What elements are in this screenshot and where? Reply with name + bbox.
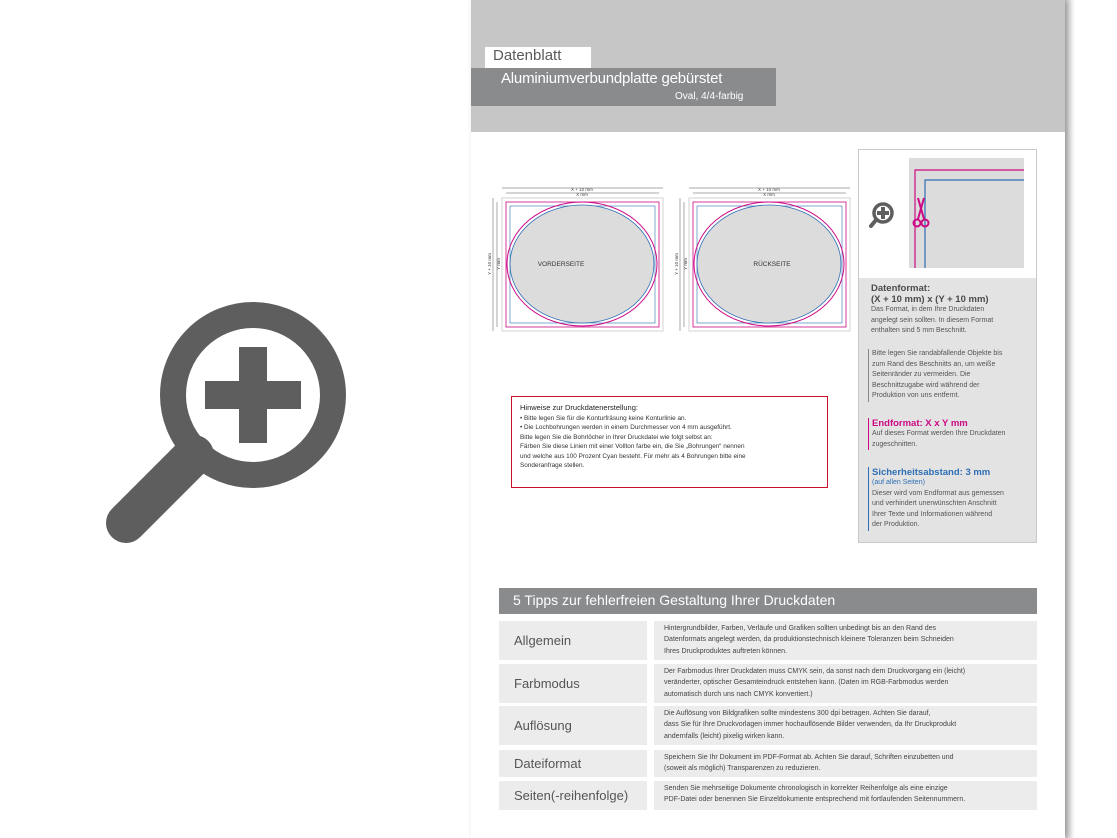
tip-row xyxy=(499,706,1037,745)
front-panel xyxy=(487,187,663,331)
tip-label: Auflösung xyxy=(499,706,647,745)
tip-line: Die Auflösung von Bildgrafiken sollte mindestens 300 dpi betragen. Achten Sie darauf, xyxy=(664,710,931,717)
tip-line: Datenformats angelegt werden, da produktionstechnisch kleinere Toleranzen beim Schneiden xyxy=(664,636,954,644)
tip-line: Ihres Druckproduktes auftreten können. xyxy=(664,647,787,655)
bleed-text: zum Rand des Beschnitts an, um weiße xyxy=(872,360,996,368)
dim-y-inner-back: Y mm xyxy=(683,258,688,270)
datasheet-page xyxy=(471,0,1065,838)
safety-block xyxy=(868,467,1032,531)
tip-text xyxy=(654,750,1037,777)
tip-label: Dateiformat xyxy=(499,750,647,777)
tip-text xyxy=(654,706,1037,745)
tip-row xyxy=(499,621,1037,660)
bleed-text: Seitenränder zu vermeiden. Die xyxy=(872,371,971,378)
front-label: VORDERSEITE xyxy=(537,261,585,268)
hints-box xyxy=(511,396,828,488)
back-panel xyxy=(674,187,850,331)
tips-title: 5 Tipps zur fehlerfreien Gestaltung Ihrer Druckdaten xyxy=(513,592,836,608)
product-variant: Oval, 4/4-farbig xyxy=(675,91,744,102)
tip-line: Senden Sie mehrseitige Dokumente chronologisch in korrekter Reihenfolge als eine einzige xyxy=(664,785,948,792)
end-format-block xyxy=(868,418,1032,450)
tip-row xyxy=(499,750,1037,777)
tip-line: Speichern Sie Ihr Dokument im PDF-Format ab. Achten Sie darauf, Schriften einzubetten und xyxy=(664,754,954,761)
tip-label: Seiten(-reihenfolge) xyxy=(499,781,647,810)
tip-line: veränderter, optischer Gesamteindruck entstehen kann. (Daten im RGB-Farbmodus werden xyxy=(664,679,949,687)
format-diagram xyxy=(485,180,855,340)
corner-detail xyxy=(859,150,1036,278)
tip-label: Farbmodus xyxy=(499,664,647,703)
bleed-text: Produktion von uns entfernt. xyxy=(872,392,960,399)
safety-label: Sicherheitsabstand: 3 mm xyxy=(872,467,991,478)
dim-x-inner-back: X mm xyxy=(763,192,775,197)
bleed-block xyxy=(868,349,1032,402)
zoom-in-icon[interactable] xyxy=(98,285,368,555)
tip-line: PDF-Datei oder benennen Sie Einzeldokumente entsprechend mit fortlaufenden Seitennummern. xyxy=(664,796,966,804)
safety-text: und verhindert unerwünschten Anschnitt xyxy=(872,500,997,507)
bleed-text: Beschnittzugabe wird während der xyxy=(872,381,980,389)
magnifier-icon xyxy=(871,204,892,226)
sheet-shadow xyxy=(1065,0,1075,838)
hint-line: Sonderanfrage stellen. xyxy=(520,462,585,470)
page-title: Datenblatt xyxy=(493,47,562,64)
hint-line: • Die Lochbohrungen werden in einem Durchmesser von 4 mm ausgeführt. xyxy=(520,424,732,432)
data-format-value: (X + 10 mm) x (Y + 10 mm) xyxy=(871,294,989,305)
dim-x-outer: X + 10 mm xyxy=(571,187,593,192)
data-format-text: Das Format, in dem Ihre Druckdaten xyxy=(871,306,985,313)
corner-zoom-illustration xyxy=(859,150,1036,278)
back-label: RÜCKSEITE xyxy=(753,261,791,268)
dim-y-inner: Y mm xyxy=(496,258,501,270)
tip-line: andernfalls (leicht) pixelig wirken kann. xyxy=(664,732,785,740)
tip-line: (soweit als möglich) Transparenzen zu reduzieren. xyxy=(664,765,821,773)
dim-x-outer-back: X + 10 mm xyxy=(758,187,780,192)
bleed-text: Bitte legen Sie randabfallende Objekte bis xyxy=(872,350,1003,357)
tip-row xyxy=(499,664,1037,703)
safety-text: der Produktion. xyxy=(872,521,920,528)
dim-y-outer: Y + 10 mm xyxy=(487,253,492,275)
hints-title: Hinweise zur Druckdatenerstellung: xyxy=(520,403,638,412)
tip-line: automatisch durch uns nach CMYK konvertiert.) xyxy=(664,690,813,698)
hint-line: und welche aus 100 Prozent Cyan besteht. Für mehr als 4 Bohrungen bitte eine xyxy=(520,452,746,460)
tip-text xyxy=(654,664,1037,703)
data-format-label: Datenformat: xyxy=(871,283,931,294)
data-format-block xyxy=(871,283,1031,337)
product-title: Aluminiumverbundplatte gebürstet xyxy=(501,70,723,87)
tip-text xyxy=(654,781,1037,810)
tip-label: Allgemein xyxy=(499,621,647,660)
format-info-panel xyxy=(858,149,1037,543)
tip-line: dass Sie für Ihre Druckvorlagen immer hochauflösende Bilder verwenden, da Ihr Druckprodukt xyxy=(664,721,957,729)
hint-line: • Bitte legen Sie für die Konturfräsung keine Konturlinie an. xyxy=(520,415,687,422)
dim-x-inner: X mm xyxy=(576,192,588,197)
end-format-text: zugeschnitten. xyxy=(872,440,918,448)
data-format-text: enthalten sind 5 mm Beschnitt. xyxy=(871,327,967,334)
end-format-text: Auf dieses Format werden Ihre Druckdaten xyxy=(872,430,1006,437)
safety-text: Ihrer Texte und Informationen während xyxy=(872,510,993,518)
safety-sub: (auf allen Seiten) xyxy=(872,479,925,486)
tip-line: Der Farbmodus Ihrer Druckdaten muss CMYK sein, da sonst nach dem Druckvorgang ein (leicht) xyxy=(664,668,966,675)
safety-text: Dieser wird vom Endformat aus gemessen xyxy=(872,489,1004,497)
zoom-preview-area xyxy=(0,0,470,838)
tip-line: Hintergrundbilder, Farben, Verläufe und Grafiken sollten unbedingt bis an den Rand des xyxy=(664,625,937,632)
dim-y-outer-back: Y + 10 mm xyxy=(674,253,679,275)
hint-line: Bitte legen Sie die Bohrlöcher in Ihrer Druckdatei wie folgt selbst an: xyxy=(520,433,713,441)
tip-text xyxy=(654,621,1037,660)
data-format-text: angelegt sein sollten. In diesem Format xyxy=(871,316,994,324)
tip-row xyxy=(499,781,1037,810)
hint-line: Färben Sie diese Linien mit einer Vollton farbe ein, die Sie „Bohrungen“ nennen xyxy=(520,443,745,451)
end-format-label: Endformat: X x Y mm xyxy=(872,418,968,429)
